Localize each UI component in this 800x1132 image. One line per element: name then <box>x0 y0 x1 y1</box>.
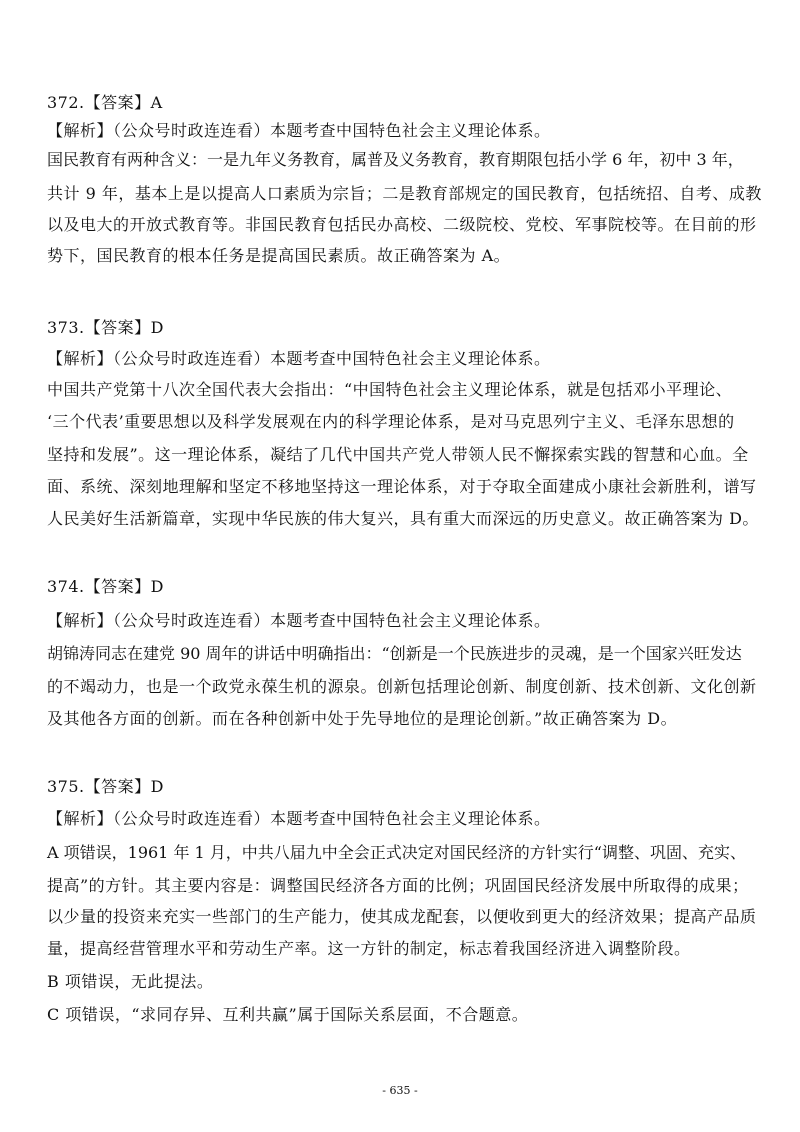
analysis-373: 【解析】（公众号时政连连看）本题考查中国特色社会主义理论体系。 <box>47 349 551 368</box>
body-372-line-1: 国民教育有两种含义：一是九年义务教育，属普及义务教育，教育期限包括小学 6 年，初中 3 年， <box>47 150 744 169</box>
answer-374: 374.【答案】D <box>47 577 164 596</box>
body-372-line-4: 势下，国民教育的根本任务是提高国民素质。故正确答案为 A。 <box>47 246 511 265</box>
body-372-line-3: 以及电大的开放式教育等。非国民教育包括民办高校、二级院校、党校、军事院校等。在目前的形 <box>47 215 757 234</box>
body-373-line-4: 面、系统、深刻地理解和坚定不移地坚持这一理论体系，对于夺取全面建成小康社会新胜利，谱写 <box>47 477 757 496</box>
body-373-line-1: 中国共产党第十八次全国代表大会指出：“中国特色社会主义理论体系，就是包括邓小平理论、 <box>47 380 733 399</box>
body-375-line-5: B 项错误，无此提法。 <box>47 972 214 991</box>
page-number: - 635 - <box>382 1084 418 1097</box>
body-375-line-3: 以少量的投资来充实一些部门的生产能力，使其成龙配套，以便收到更大的经济效果；提高产品质 <box>47 907 757 926</box>
body-375-line-2: 提高”的方针。其主要内容是：调整国民经济各方面的比例；巩固国民经济发展中所取得的成果； <box>47 876 749 895</box>
analysis-375: 【解析】（公众号时政连连看）本题考查中国特色社会主义理论体系。 <box>47 809 551 828</box>
body-372-line-2: 共计 9 年，基本上是以提高人口素质为宗旨；二是教育部规定的国民教育，包括统招、自考、成教 <box>47 184 762 203</box>
body-374-line-3: 及其他各方面的创新。而在各种创新中处于先导地位的是理论创新。”故正确答案为 D。 <box>47 709 678 728</box>
body-375-line-6: C 项错误，“求同存异、互利共赢”属于国际关系层面，不合题意。 <box>47 1005 529 1024</box>
body-373-line-3: 坚持和发展”。这一理论体系，凝结了几代中国共产党人带领人民不懈探索实践的智慧和心血。全 <box>47 445 749 464</box>
analysis-372: 【解析】（公众号时政连连看）本题考查中国特色社会主义理论体系。 <box>47 121 551 140</box>
analysis-374: 【解析】（公众号时政连连看）本题考查中国特色社会主义理论体系。 <box>47 611 551 630</box>
answer-372: 372.【答案】A <box>47 93 163 112</box>
body-374-line-1: 胡锦涛同志在建党 90 周年的讲话中明确指出：“创新是一个民族进步的灵魂，是一个国家兴旺发达 <box>47 644 742 663</box>
body-373-line-5: 人民美好生活新篇章，实现中华民族的伟大复兴，具有重大而深远的历史意义。故正确答案为 D。 <box>47 509 759 528</box>
body-373-line-2: ‘三个代表’重要思想以及科学发展观在内的科学理论体系，是对马克思列宁主义、毛泽东思想的 <box>47 412 735 431</box>
body-374-line-2: 的不竭动力，也是一个政党永葆生机的源泉。创新包括理论创新、制度创新、技术创新、文化创新 <box>47 677 757 696</box>
body-375-line-4: 量，提高经营管理水平和劳动生产率。这一方针的制定，标志着我国经济进入调整阶段。 <box>47 939 691 958</box>
answer-375: 375.【答案】D <box>47 777 164 796</box>
body-375-line-1: A 项错误，1961 年 1 月，中共八届九中全会正式决定对国民经济的方针实行“调整、巩固、充实、 <box>47 843 746 862</box>
answer-373: 373.【答案】D <box>47 318 164 337</box>
